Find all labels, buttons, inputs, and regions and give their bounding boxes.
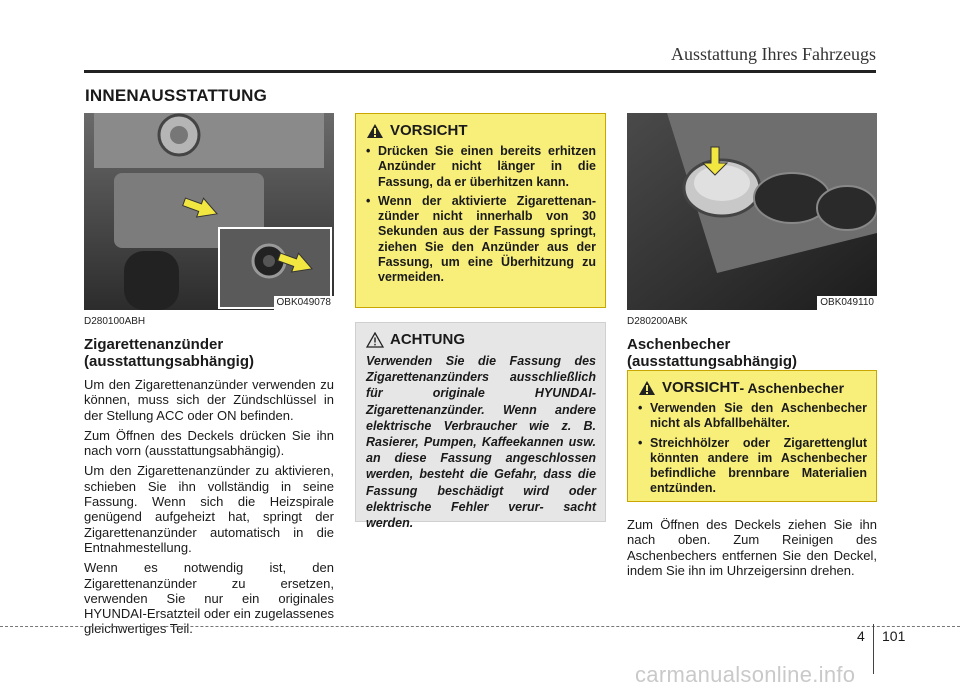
page-number: 101 (882, 628, 906, 644)
ashtray-illustration (627, 113, 877, 310)
ashtray-heading: Aschenbecher (ausstattungsabhängig) (627, 336, 798, 370)
right-text-column (627, 316, 877, 370)
chapter-number: 4 (857, 628, 865, 644)
ashtray-warning-item-2: • Streichhölzer oder Zigarettenglut könnten andere im Aschenbecher befindliche brennbare Materialien entzünden. (638, 436, 867, 497)
photo-caption: OBK049078 (274, 296, 335, 310)
note-title: ACHTUNG (390, 331, 465, 348)
lighter-paragraph-3: Um den Zigarettenanzünder zu aktivieren, schieben Sie ihn vollständig in seine Fassung. Wenn sich die Heizspirale genügend aufgeheizt hat, springt der Zigarettenanzünder automatisch in die Entnahmestellung. (84, 463, 334, 555)
section-code: D280100ABH (84, 316, 146, 327)
footer-rule (0, 626, 960, 627)
warning-triangle-icon (638, 380, 656, 396)
lighter-heading: Zigarettenanzünder (ausstattungsabhängig) (84, 336, 255, 370)
caution-triangle-icon (366, 332, 384, 348)
page-number-divider (873, 624, 874, 674)
left-text-column (84, 316, 334, 642)
lighter-paragraph-4: Wenn es notwendig ist, den Zigarettenanzünder zu ersetzen, verwenden Sie nur ein originales HYUNDAI-Ersatzteil oder ein zugelassenes gleichwertiges Teil. (84, 560, 334, 637)
warning-title-suffix: - Aschenbecher (739, 379, 845, 396)
note-box-achtung (355, 322, 606, 531)
warning-triangle-icon (366, 123, 384, 139)
warning-item-2: • Wenn der aktivierte Zigarettenan- zünder nicht innerhalb von 30 Sekunden aus der Fassung springt, ziehen Sie den Anzünder aus der Fassung, um eine Überhitzung zu vermeiden. (366, 194, 596, 286)
warning-box-lighter (355, 113, 606, 308)
lighter-paragraph-1: Um den Zigarettenanzünder verwenden zu können, muss sich der Zündschlüssel in der Stellung ACC oder ON befinden. (84, 377, 334, 423)
warning-box-ashtray (627, 370, 877, 502)
watermark: carmanualsonline.info (635, 662, 856, 687)
photo-caption: OBK049110 (817, 296, 877, 310)
header-rule (84, 70, 876, 73)
lighter-paragraph-2: Zum Öffnen des Deckels drücken Sie ihn nach vorn (ausstattungsabhängig). (84, 427, 334, 459)
section-code: D280200ABK (627, 316, 688, 327)
warning-item-1: • Drücken Sie einen bereits erhitzen Anzünder nicht länger in die Fassung, da er überhitzen kann. (366, 144, 596, 190)
running-header: Ausstattung Ihres Fahrzeugs (671, 44, 876, 64)
warning-title: VORSICHT (390, 122, 468, 139)
section-title: INNENAUSSTATTUNG (85, 86, 268, 105)
ashtray-warning-item-1: • Verwenden Sie den Aschenbecher nicht als Abfallbehälter. (638, 401, 867, 432)
warning-title: VORSICHT (662, 379, 740, 396)
cigarette-lighter-illustration (84, 113, 334, 310)
ashtray-paragraph: Zum Öffnen des Deckels ziehen Sie ihn nach oben. Zum Reinigen des Aschenbechers entfernen Sie den Deckel, indem Sie ihn im Uhrzeigersinn drehen. (627, 517, 877, 578)
ashtray-photo (627, 113, 877, 310)
note-text: Verwenden Sie die Fassung des Zigarettenanzünders ausschließlich für originale HYUNDAI-Zigarettenanzünder. Wenn andere elektrische Verbraucher wie z. B. Rasierer, Pumpen, Kaffeekannen usw. an diese Fassung angeschlossen werden, besteht die Gefahr, dass die Fassung beschädigt wird oder elektrische Fehler verur- sacht werden. (366, 354, 596, 531)
cigarette-lighter-photo (84, 113, 334, 310)
